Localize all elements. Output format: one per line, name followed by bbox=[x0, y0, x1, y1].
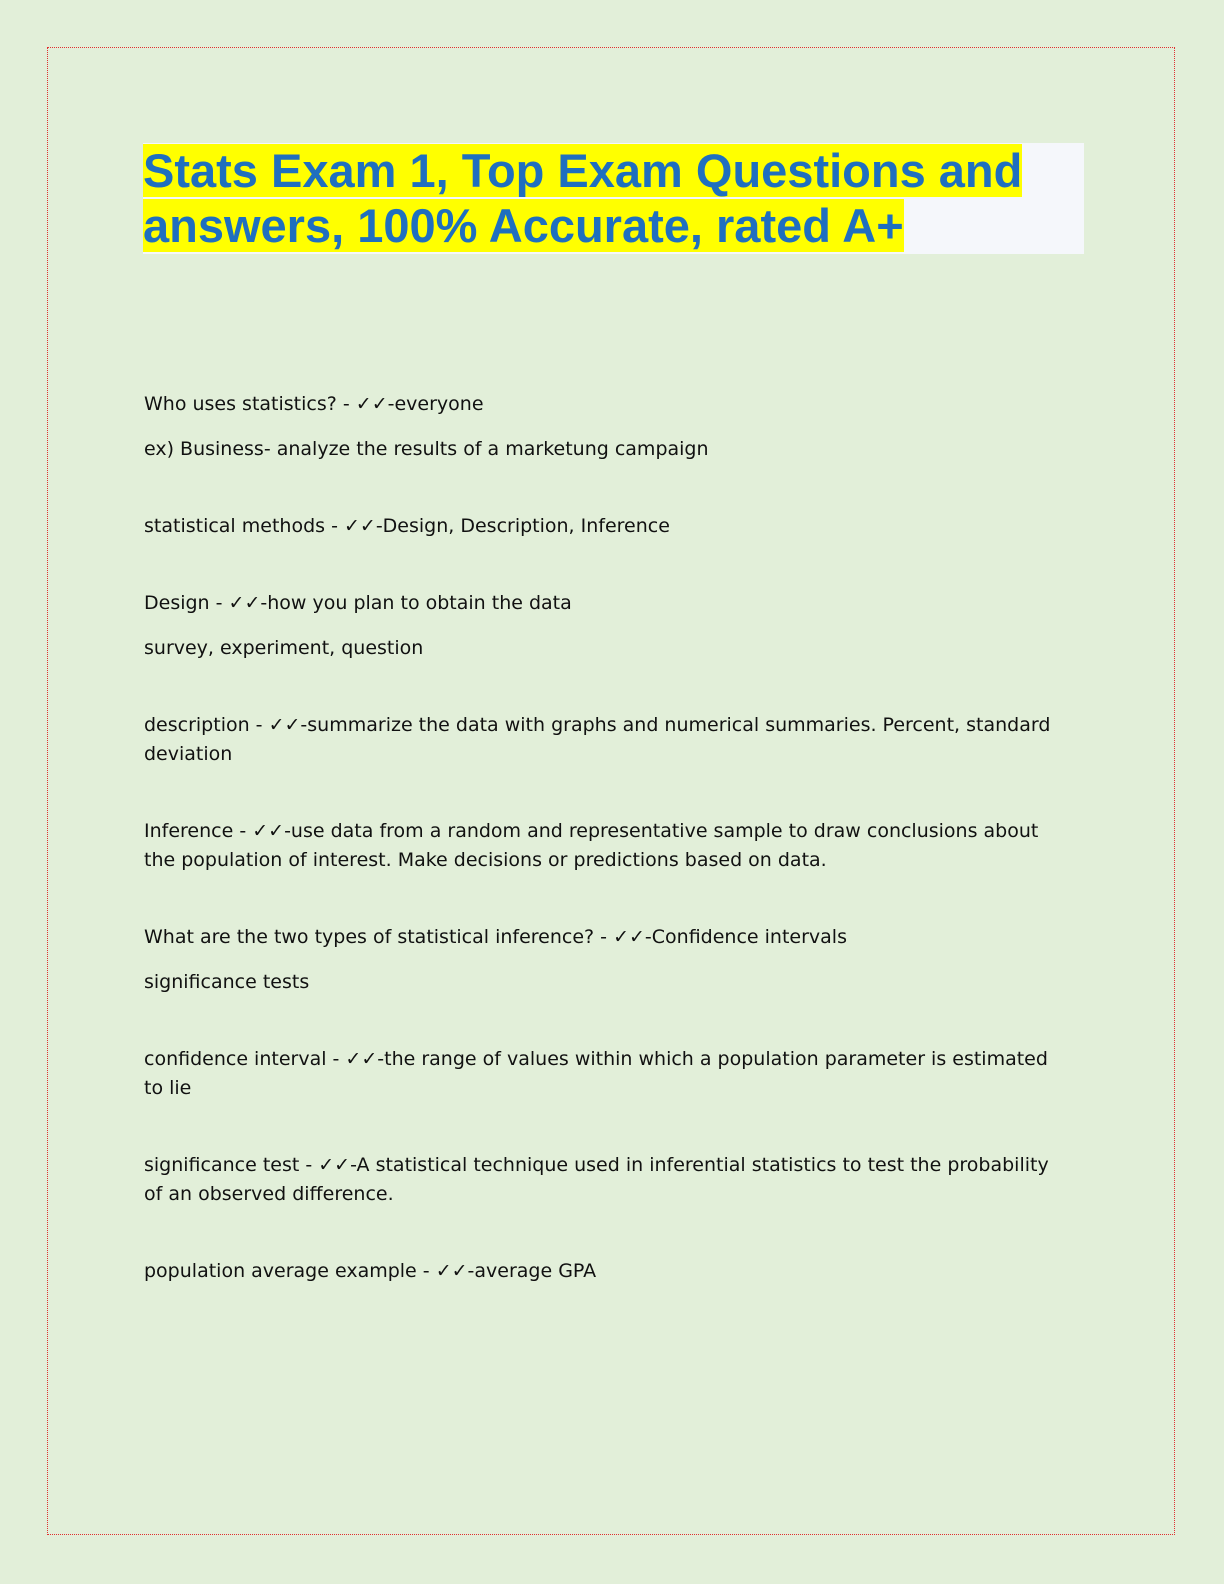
qa-term: confidence interval - bbox=[144, 1048, 346, 1070]
check-mark-icon: ✓✓ bbox=[252, 820, 285, 842]
qa-answer: -summarize the data with graphs and numerical summaries. Percent, standard deviation bbox=[144, 714, 1051, 765]
qa-answer: -the range of values within which a population parameter is estimated to lie bbox=[144, 1048, 1048, 1099]
check-mark-icon: ✓✓ bbox=[268, 714, 301, 736]
qa-term: significance test - bbox=[144, 1154, 319, 1176]
qa-term: population average example - bbox=[144, 1260, 436, 1282]
qa-line bbox=[144, 711, 1054, 769]
qa-answer: -Confidence intervals bbox=[644, 926, 847, 948]
qa-entry bbox=[144, 817, 1054, 875]
qa-term: Inference - bbox=[144, 820, 253, 842]
title-block bbox=[143, 143, 1084, 254]
qa-answer: -average GPA bbox=[467, 1260, 597, 1282]
qa-answer: -how you plan to obtain the data bbox=[260, 592, 572, 614]
qa-term: statistical methods - bbox=[144, 515, 344, 537]
document-title: Stats Exam 1, Top Exam Questions and answers, 100% Accurate, rated A+ bbox=[143, 144, 1023, 252]
qa-answer: -use data from a random and representative sample to draw conclusions about the population of interest. Make decisions or predictions based on data. bbox=[144, 820, 1039, 871]
qa-line bbox=[144, 589, 1054, 618]
check-mark-icon: ✓✓ bbox=[613, 926, 645, 948]
qa-term: What are the two types of statistical inference? - bbox=[144, 926, 614, 948]
qa-line bbox=[144, 1257, 1054, 1286]
qa-entry bbox=[144, 711, 1054, 769]
qa-entry bbox=[144, 1151, 1054, 1209]
qa-list bbox=[144, 390, 1054, 1334]
qa-line bbox=[144, 512, 1054, 541]
qa-entry bbox=[144, 1045, 1054, 1103]
check-mark-icon: ✓✓ bbox=[355, 393, 388, 415]
qa-line bbox=[144, 390, 1054, 419]
qa-answer: -everyone bbox=[387, 393, 484, 415]
qa-answer: -Design, Description, Inference bbox=[375, 515, 670, 537]
qa-extra-line: survey, experiment, question bbox=[144, 637, 424, 659]
check-mark-icon: ✓✓ bbox=[345, 1048, 378, 1070]
qa-entry bbox=[144, 1257, 1054, 1286]
check-mark-icon: ✓✓ bbox=[435, 1260, 468, 1282]
qa-line bbox=[144, 1151, 1054, 1209]
qa-line bbox=[144, 1045, 1054, 1103]
qa-line bbox=[144, 923, 1054, 952]
qa-term: description - bbox=[144, 714, 269, 736]
qa-entry bbox=[144, 589, 1054, 663]
qa-entry bbox=[144, 512, 1054, 541]
qa-extra-line: ex) Business- analyze the results of a marketung campaign bbox=[144, 438, 709, 460]
check-mark-icon: ✓✓ bbox=[343, 515, 376, 537]
check-mark-icon: ✓✓ bbox=[318, 1154, 351, 1176]
qa-term: Who uses statistics? - bbox=[144, 393, 356, 415]
qa-term: Design - bbox=[144, 592, 229, 614]
qa-entry bbox=[144, 390, 1054, 464]
qa-entry bbox=[144, 923, 1054, 997]
check-mark-icon: ✓✓ bbox=[228, 592, 261, 614]
qa-line bbox=[144, 817, 1054, 875]
qa-answer: -A statistical technique used in inferential statistics to test the probability of an observed difference. bbox=[144, 1154, 1049, 1205]
qa-extra-line: significance tests bbox=[144, 971, 310, 993]
